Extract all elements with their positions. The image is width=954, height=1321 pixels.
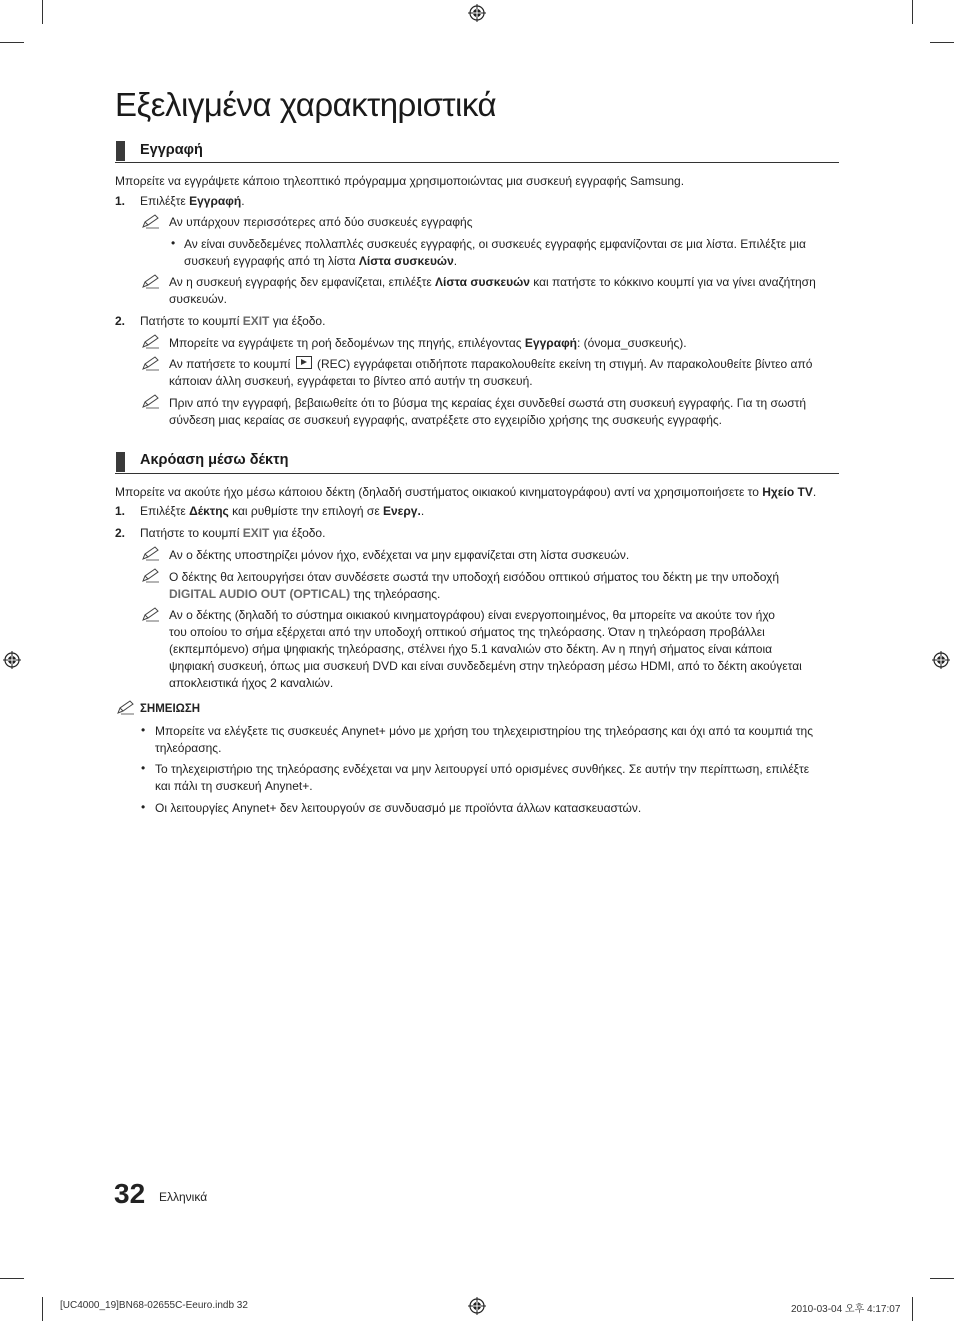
registration-mark-icon: [468, 4, 486, 22]
crop-mark: [0, 42, 24, 43]
bullet-text: Οι λειτουργίες Anynet+ δεν λειτουργούν σε συνδυασμό με προϊόντα άλλων κατασκευαστών.: [155, 801, 642, 815]
section-divider: [115, 473, 839, 474]
registration-mark-icon: [3, 651, 21, 669]
pencil-note-icon: [141, 333, 161, 349]
note-label: ΣΗΜΕΙΩΣΗ: [140, 703, 201, 715]
step-text: Πατήστε το κουμπί EXIT για έξοδο.: [140, 314, 326, 328]
pencil-note-icon: [141, 606, 161, 622]
pencil-note-icon: [141, 213, 161, 229]
crop-mark: [42, 1297, 43, 1321]
crop-mark: [42, 0, 43, 24]
page-title: Εξελιγμένα χαρακτηριστικά: [115, 86, 497, 123]
section-intro: Μπορείτε να εγγράψετε κάποιο τηλεοπτικό πρόγραμμα χρησιμοποιώντας μια συσκευή εγγραφής Samsung.: [115, 174, 685, 188]
pencil-note-icon: [141, 567, 161, 583]
registration-mark-icon: [932, 651, 950, 669]
pencil-note-icon: [116, 699, 136, 715]
section-marker: [116, 452, 125, 472]
section-heading: Εγγραφή: [140, 142, 203, 158]
bullet-text: Το τηλεχειριστήριο της τηλεόρασης ενδέχεται να μην λειτουργεί υπό ορισμένες συνθήκες. Σε αυτήν την περίπτωση, επιλέξτε και πάλι τη συσκευή Anynet+.: [155, 762, 810, 793]
note-text: Αν υπάρχουν περισσότερες από δύο συσκευές εγγραφής: [169, 215, 473, 229]
rec-button-icon: [296, 356, 312, 369]
bullet: •: [141, 761, 146, 775]
step-number: 2.: [115, 314, 126, 328]
pencil-note-icon: [141, 393, 161, 409]
step-text: Επιλέξτε Εγγραφή.: [140, 194, 245, 208]
crop-mark: [930, 42, 954, 43]
bullet-text: Μπορείτε να ελέγξετε τις συσκευές Anynet+ μόνο με χρήση του τηλεχειριστηρίου της τηλεόρασης και όχι από τα κουμπιά της τηλεόρασης.: [155, 724, 813, 755]
step-text: Πατήστε το κουμπί EXIT για έξοδο.: [140, 526, 326, 540]
note-text: Μπορείτε να εγγράψετε τη ροή δεδομένων της πηγής, επιλέγοντας Εγγραφή: (όνομα_συσκευής).: [169, 336, 687, 350]
footer-datetime: 2010-03-04 오후 4:17:07: [791, 1304, 901, 1315]
section-intro: Μπορείτε να ακούτε ήχο μέσω κάποιου δέκτη (δηλαδή συστήματος οικιακού κινηματογράφου) αντί να χρησιμοποιήσετε το Ηχείο TV.: [115, 485, 817, 499]
pencil-note-icon: [141, 355, 161, 371]
footer-file: [UC4000_19]BN68-02655C-Eeuro.indb 32: [60, 1300, 248, 1311]
note-text: Αν πατήσετε το κουμπί (REC) εγγράφεται οτιδήποτε παρακολουθείτε εκείνη τη στιγμή. Αν παρακολουθείτε βίντεο από κάποιαν άλλη συσκευή, εγγράφεται το βίντεο από αυτήν τη συσκευή.: [169, 357, 813, 388]
pencil-note-icon: [141, 545, 161, 561]
step-number: 2.: [115, 526, 126, 540]
note-text: Ο δέκτης θα λειτουργήσει όταν συνδέσετε σωστά την υποδοχή εισόδου οπτικού σήματος του δέκτη με την υποδοχή DIGITAL AUDIO OUT (OPTICAL) της τηλεόρασης.: [169, 570, 780, 601]
step-number: 1.: [115, 504, 126, 518]
bullet: •: [171, 236, 176, 250]
step-text: Επιλέξτε Δέκτης και ρυθμίστε την επιλογή σε Ενεργ..: [140, 504, 425, 518]
note-text: Πριν από την εγγραφή, βεβαιωθείτε ότι το βύσμα της κεραίας έχει συνδεθεί σωστά στη συσκευή εγγραφής. Για τη σωστή σύνδεση μιας κεραίας σε συσκευή εγγραφής, ανατρέξετε στο εγχειρίδιο χρήσης της συσκευής εγγραφής.: [169, 396, 807, 427]
crop-mark: [0, 1278, 24, 1279]
crop-mark: [912, 1297, 913, 1321]
registration-mark-icon: [468, 1297, 486, 1315]
bullet: •: [141, 723, 146, 737]
note-text: Αν η συσκευή εγγραφής δεν εμφανίζεται, επιλέξτε Λίστα συσκευών και πατήστε το κόκκινο κουμπί για να γίνει αναζήτηση συσκευών.: [169, 275, 816, 306]
page-number: 32: [114, 1178, 146, 1209]
step-number: 1.: [115, 194, 126, 208]
section-marker: [116, 141, 125, 161]
bullet: •: [141, 800, 146, 814]
crop-mark: [912, 0, 913, 24]
section-heading: Ακρόαση μέσω δέκτη: [140, 452, 289, 468]
pencil-note-icon: [141, 273, 161, 289]
page-language: Ελληνικά: [159, 1190, 208, 1204]
note-text: Αν ο δέκτης (δηλαδή το σύστημα οικιακού κινηματογράφου) είναι ενεργοποιημένος, θα μπορείτε να ακούτε τον ήχο του οποίου το σήμα εξέρχεται από την υποδοχή οπτικού σήματος της τηλεόρασης. Όταν η τηλεόραση προβάλλει (εκπεμπόμενο) σήμα ψηφιακής τηλεόρασης, στέλνει ήχο 5.1 καναλιών στο δέκτη. Αν η πηγή σήματος είναι κάποια ψηφιακή συσκευή, όπως μια συσκευή DVD και είναι συνδεδεμένη στην τηλεόραση μέσω HDMI, από το δέκτη ακούγεται αποκλειστικά ήχος 2 καναλιών.: [169, 608, 802, 690]
section-divider: [115, 162, 839, 163]
note-text: Αν ο δέκτης υποστηρίζει μόνον ήχο, ενδέχεται να μην εμφανίζεται στη λίστα συσκευών.: [169, 548, 630, 562]
crop-mark: [930, 1278, 954, 1279]
bullet-text: Αν είναι συνδεδεμένες πολλαπλές συσκευές εγγραφής, οι συσκευές εγγραφής εμφανίζονται σε μια λίστα. Επιλέξτε μια συσκευή εγγραφής από τη λίστα Λίστα συσκευών.: [184, 237, 806, 268]
